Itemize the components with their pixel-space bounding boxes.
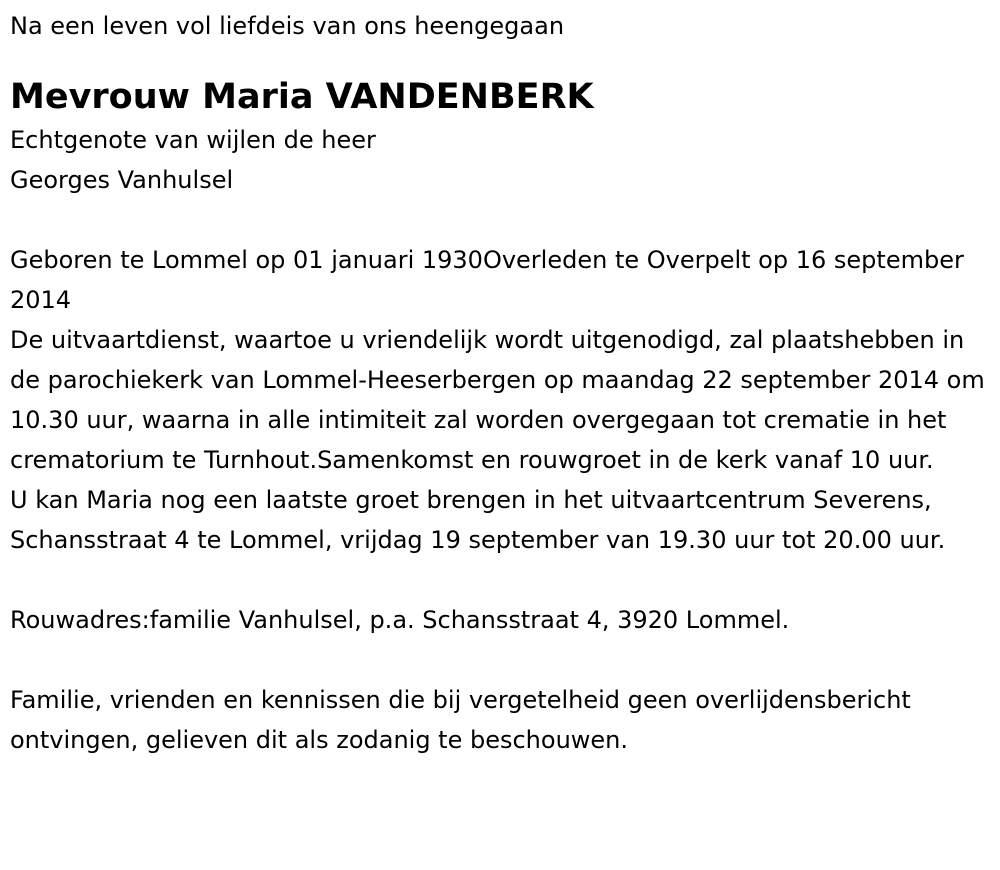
mourning-address: Rouwadres:familie Vanhulsel, p.a. Schansstraat 4, 3920 Lommel. [10, 606, 790, 634]
spacer [10, 560, 990, 600]
spouse-line-2: Georges Vanhulsel [10, 166, 234, 194]
visitation-paragraph: U kan Maria nog een laatste groet brengen in het uitvaartcentrum Severens, Schansstraat 4 te Lommel, vrijdag 19 september van 19.30 uur tot 20.00 uur. [10, 486, 946, 554]
birth-death-paragraph: Geboren te Lommel op 01 januari 1930Overleden te Overpelt op 16 september 2014 [10, 246, 964, 314]
spacer [10, 640, 990, 680]
funeral-paragraph: De uitvaartdienst, waartoe u vriendelijk wordt uitgenodigd, zal plaatshebben in de parochiekerk van Lommel-Heeserbergen op maandag 22 september 2014 om 10.30 uur, waarna in alle intimiteit zal worden overgegaan tot crematie in het crematorium te Turnhout.Samenkomst en rouwgroet in de kerk vanaf 10 uur. [10, 326, 985, 474]
intro-line: Na een leven vol liefdeis van ons heengegaan [10, 12, 565, 40]
spouse-line-1: Echtgenote van wijlen de heer [10, 126, 376, 154]
closing-paragraph: Familie, vrienden en kennissen die bij vergetelheid geen overlijdensbericht ontvingen, gelieven dit als zodanig te beschouwen. [10, 686, 911, 754]
spacer [10, 200, 990, 240]
deceased-name: Mevrouw Maria VANDENBERK [10, 77, 594, 117]
